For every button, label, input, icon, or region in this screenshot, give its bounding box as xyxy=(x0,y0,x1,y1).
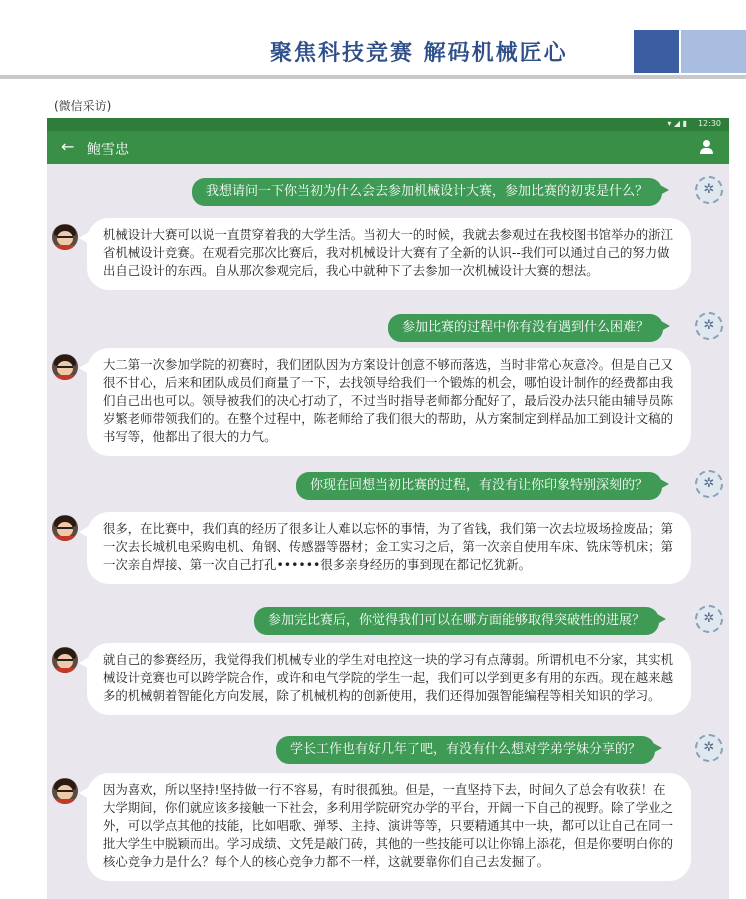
answer-bubble: 因为喜欢，所以坚持!坚持做一行不容易，有时很孤独。但是，一直坚持下去，时间久了总会有收获！在大学期间，你们就应该多接触一下社会，多利用学院研究办学的平台，开阔一下自己的视野。除了学业之外，可以学点其他的技能，比如唱歌、弹琴、主持、演讲等等，只要精通其中一块，都可以让自己在同一批大学生中脱颖而出。学习成绩、文凭是敲门砖，其他的一些技能可以让你锦上添花，但是你要明白你的核心竞争力是什么？每个人的核心竞争力都不一样，这就要靠你们自己去发掘了。 xyxy=(87,773,691,881)
interviewee-avatar xyxy=(52,778,78,804)
answer-bubble: 大二第一次参加学院的初赛时，我们团队因为方案设计创意不够而落选，当时非常心灰意冷。但是自己又很不甘心，后来和团队成员们商量了一下，去找领导给我们一个锻炼的机会，哪怕设计制作的经费都由我们自己出也可以。领导被我们的决心打动了，不过当时指导老师都分配好了，最后没办法只能由辅导员陈岁繁老师带领我们的。在整个过程中，陈老师给了我们很大的帮助，从方案制定到样品加工到设计文稿的书写等，他都出了很大的力气。 xyxy=(87,348,691,456)
interviewer-badge-icon: ✲ xyxy=(695,470,723,498)
interviewee-avatar xyxy=(52,354,78,380)
app-bar xyxy=(47,131,729,164)
question-bubble: 我想请问一下你当初为什么会去参加机械设计大赛，参加比赛的初衷是什么？ xyxy=(192,178,662,206)
interviewer-badge-icon: ✲ xyxy=(695,312,723,340)
back-arrow-icon[interactable]: ← xyxy=(61,137,75,156)
header-decoration-dark xyxy=(634,30,679,73)
interviewer-badge-icon: ✲ xyxy=(695,734,723,762)
status-bar xyxy=(47,118,729,131)
question-bubble: 参加完比赛后，你觉得我们可以在哪方面能够取得突破性的进展？ xyxy=(254,607,659,635)
question-bubble: 学长工作也有好几年了吧，有没有什么想对学弟学妹分享的？ xyxy=(276,736,655,764)
interviewee-avatar xyxy=(52,647,78,673)
contact-name: 鲍雪忠 xyxy=(87,142,129,158)
header-divider xyxy=(0,75,746,79)
interviewee-avatar xyxy=(52,224,78,250)
interviewer-badge-icon: ✲ xyxy=(695,176,723,204)
answer-bubble: 就自己的参赛经历，我觉得我们机械专业的学生对电控这一块的学习有点薄弱。所谓机电不分家，其实机械设计竞赛也可以跨学院合作，或许和电气学院的学生一起，我们可以学到更多有用的东西。现在越来越多的机械朝着智能化方向发展，除了机械机构的创新使用，我们还得加强智能编程等相关知识的学习。 xyxy=(87,643,691,715)
question-bubble: 你现在回想当初比赛的过程，有没有让你印象特别深刻的？ xyxy=(296,472,662,500)
status-time: 12:30 xyxy=(697,119,721,128)
chat-screenshot xyxy=(47,118,729,899)
header-decoration-light xyxy=(681,30,746,73)
page-header xyxy=(0,0,746,80)
question-bubble: 参加比赛的过程中你有没有遇到什么困难？ xyxy=(388,314,663,342)
page-title: 聚焦科技竞赛 解码机械匠心 xyxy=(270,41,568,66)
source-note: (微信采访) xyxy=(54,99,112,113)
answer-bubble: 很多，在比赛中，我们真的经历了很多让人难以忘怀的事情，为了省钱，我们第一次去垃圾场捡废品；第一次去长城机电采购电机、角钢、传感器等器材；金工实习之后，第一次亲自使用车床、铣床等机床；第一次亲自焊接、第一次自己打孔••••••很多亲身经历的事到现在都记忆犹新。 xyxy=(87,512,691,584)
interviewee-avatar xyxy=(52,515,78,541)
interviewer-badge-icon: ✲ xyxy=(695,605,723,633)
answer-bubble: 机械设计大赛可以说一直贯穿着我的大学生活。当初大一的时候，我就去参观过在我校图书馆举办的浙江省机械设计竞赛。在观看完那次比赛后，我对机械设计大赛有了全新的认识--我们可以通过自己的努力做出自己设计的东西。自从那次参观完后，我心中就种下了去参加一次机械设计大赛的想法。 xyxy=(87,218,691,290)
person-icon[interactable] xyxy=(699,139,715,155)
status-icons: ▾ ◢ ▮ xyxy=(667,119,687,128)
